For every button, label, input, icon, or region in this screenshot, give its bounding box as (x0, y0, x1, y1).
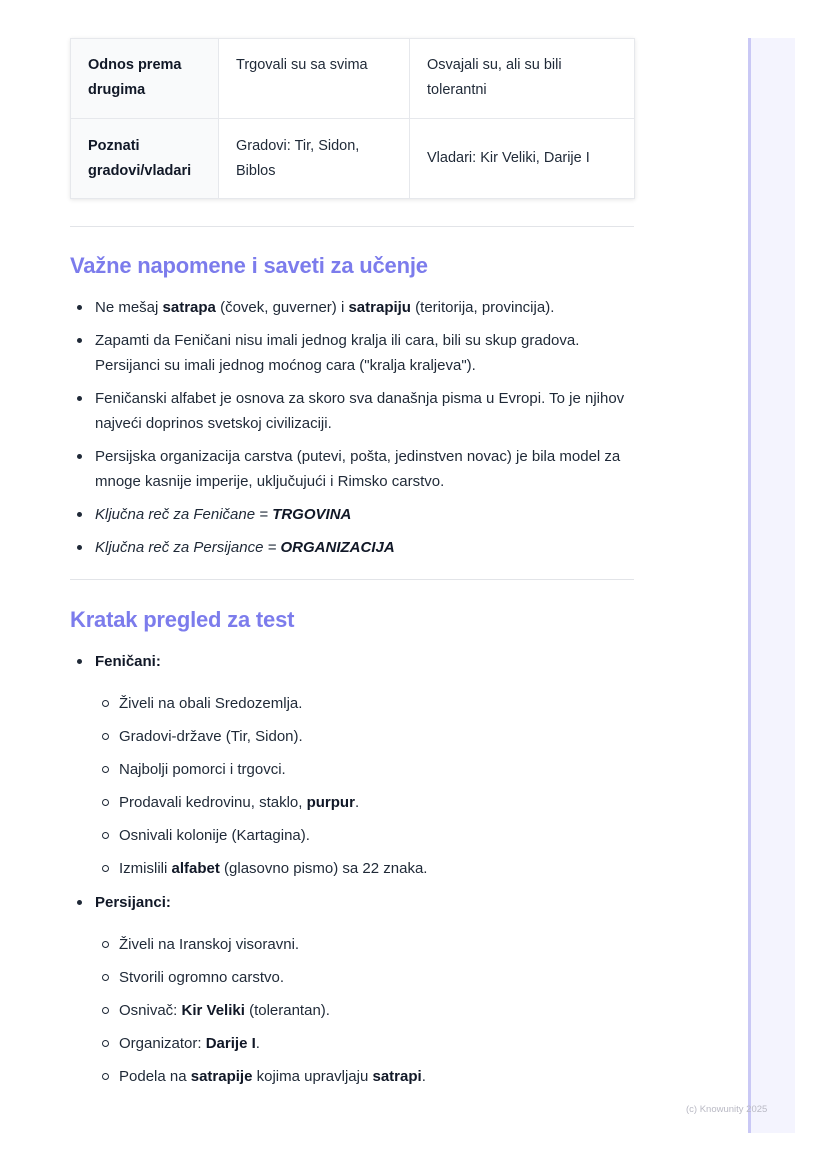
item-bold: purpur (306, 794, 355, 811)
list-item: Feničanski alfabet je osnova za skoro sva današnja pisma u Evropi. To je njihov najveći doprinos svetskoj civilizaciji. (70, 386, 634, 436)
item-text: (tolerantan). (244, 1002, 330, 1019)
item-bold: Darije I (205, 1035, 256, 1052)
keyword: TRGOVINA (272, 506, 352, 523)
item-text: Prodavali kedrovinu, staklo, (119, 794, 307, 811)
list-item: Persijska organizacija carstva (putevi, pošta, jedinstven novac) je bila model za mnoge kasnije imperije, uključujući i Rimsko carstvo. (70, 444, 634, 494)
item-text: . (354, 794, 360, 811)
item-text: kojima upravljaju (252, 1068, 373, 1085)
item-text: Organizator: (119, 1035, 206, 1052)
list-item (94, 1031, 634, 1056)
section-divider (70, 226, 634, 227)
list-item: Zapamti da Feničani nisu imali jednog kralja ili cara, bili su skup gradova. Persijanci su imali jednog moćnog cara ("kralja kraljeva"). (70, 328, 634, 378)
item-text: (glasovno pismo) sa 22 znaka. (219, 860, 428, 877)
review-list (70, 649, 634, 1089)
list-item: Osnivali kolonije (Kartagina). (94, 823, 634, 848)
row-label: Poznati gradovi/vladari (71, 119, 219, 199)
review-heading: Kratak pregled za test (70, 607, 295, 632)
keyword: ORGANIZACIJA (280, 539, 395, 556)
note-bold: satrapiju (348, 299, 411, 316)
table-row (71, 39, 635, 119)
margin-stripe (748, 38, 795, 1133)
list-item (70, 295, 634, 320)
item-text: Izmislili (119, 860, 172, 877)
item-text: Osnivač: (119, 1002, 182, 1019)
list-item (94, 998, 634, 1023)
sub-list (94, 932, 634, 1089)
list-item: Živeli na Iranskoj visoravni. (94, 932, 634, 957)
list-item: Živeli na obali Sredozemlja. (94, 691, 634, 716)
note-text: (teritorija, provincija). (410, 299, 555, 316)
persijanci-cell: Osvajali su, ali su bili tolerantni (410, 39, 635, 119)
group-heading: Feničani: (95, 653, 161, 670)
item-bold: satrapije (190, 1068, 253, 1085)
list-item: Najbolji pomorci i trgovci. (94, 757, 634, 782)
item-text: . (421, 1068, 426, 1085)
comparison-table (70, 38, 635, 199)
list-item: Stvorili ogromno carstvo. (94, 965, 634, 990)
list-item (94, 790, 634, 815)
keyword-prefix: Ključna reč za Persijance = (95, 539, 281, 556)
item-bold: alfabet (171, 860, 220, 877)
list-item (94, 856, 634, 881)
copyright-note: (c) Knowunity 2025 (686, 1104, 768, 1115)
notes-list (70, 295, 634, 560)
keyword-prefix: Ključna reč za Feničane = (95, 506, 273, 523)
fenicani-cell: Gradovi: Tir, Sidon, Biblos (219, 119, 410, 199)
group-heading: Persijanci: (95, 894, 171, 911)
list-item (70, 535, 634, 560)
document-content (70, 38, 634, 1097)
list-item (70, 502, 634, 527)
notes-heading: Važne napomene i saveti za učenje (70, 253, 428, 278)
table-row (71, 119, 635, 199)
item-text: . (255, 1035, 260, 1052)
item-text: Podela na (119, 1068, 191, 1085)
review-group-persijanci (70, 890, 634, 1089)
list-item: Gradovi-države (Tir, Sidon). (94, 724, 634, 749)
note-text: (čovek, guverner) i (215, 299, 349, 316)
item-bold: satrapi (372, 1068, 422, 1085)
sub-list (94, 691, 634, 881)
persijanci-cell: Vladari: Kir Veliki, Darije I (410, 119, 635, 199)
note-bold: satrapa (162, 299, 216, 316)
list-item (94, 1064, 634, 1089)
review-group-fenicani (70, 649, 634, 881)
note-text: Ne mešaj (95, 299, 163, 316)
item-bold: Kir Veliki (181, 1002, 245, 1019)
fenicani-cell: Trgovali su sa svima (219, 39, 410, 119)
section-divider (70, 579, 634, 580)
row-label: Odnos prema drugima (71, 39, 219, 119)
